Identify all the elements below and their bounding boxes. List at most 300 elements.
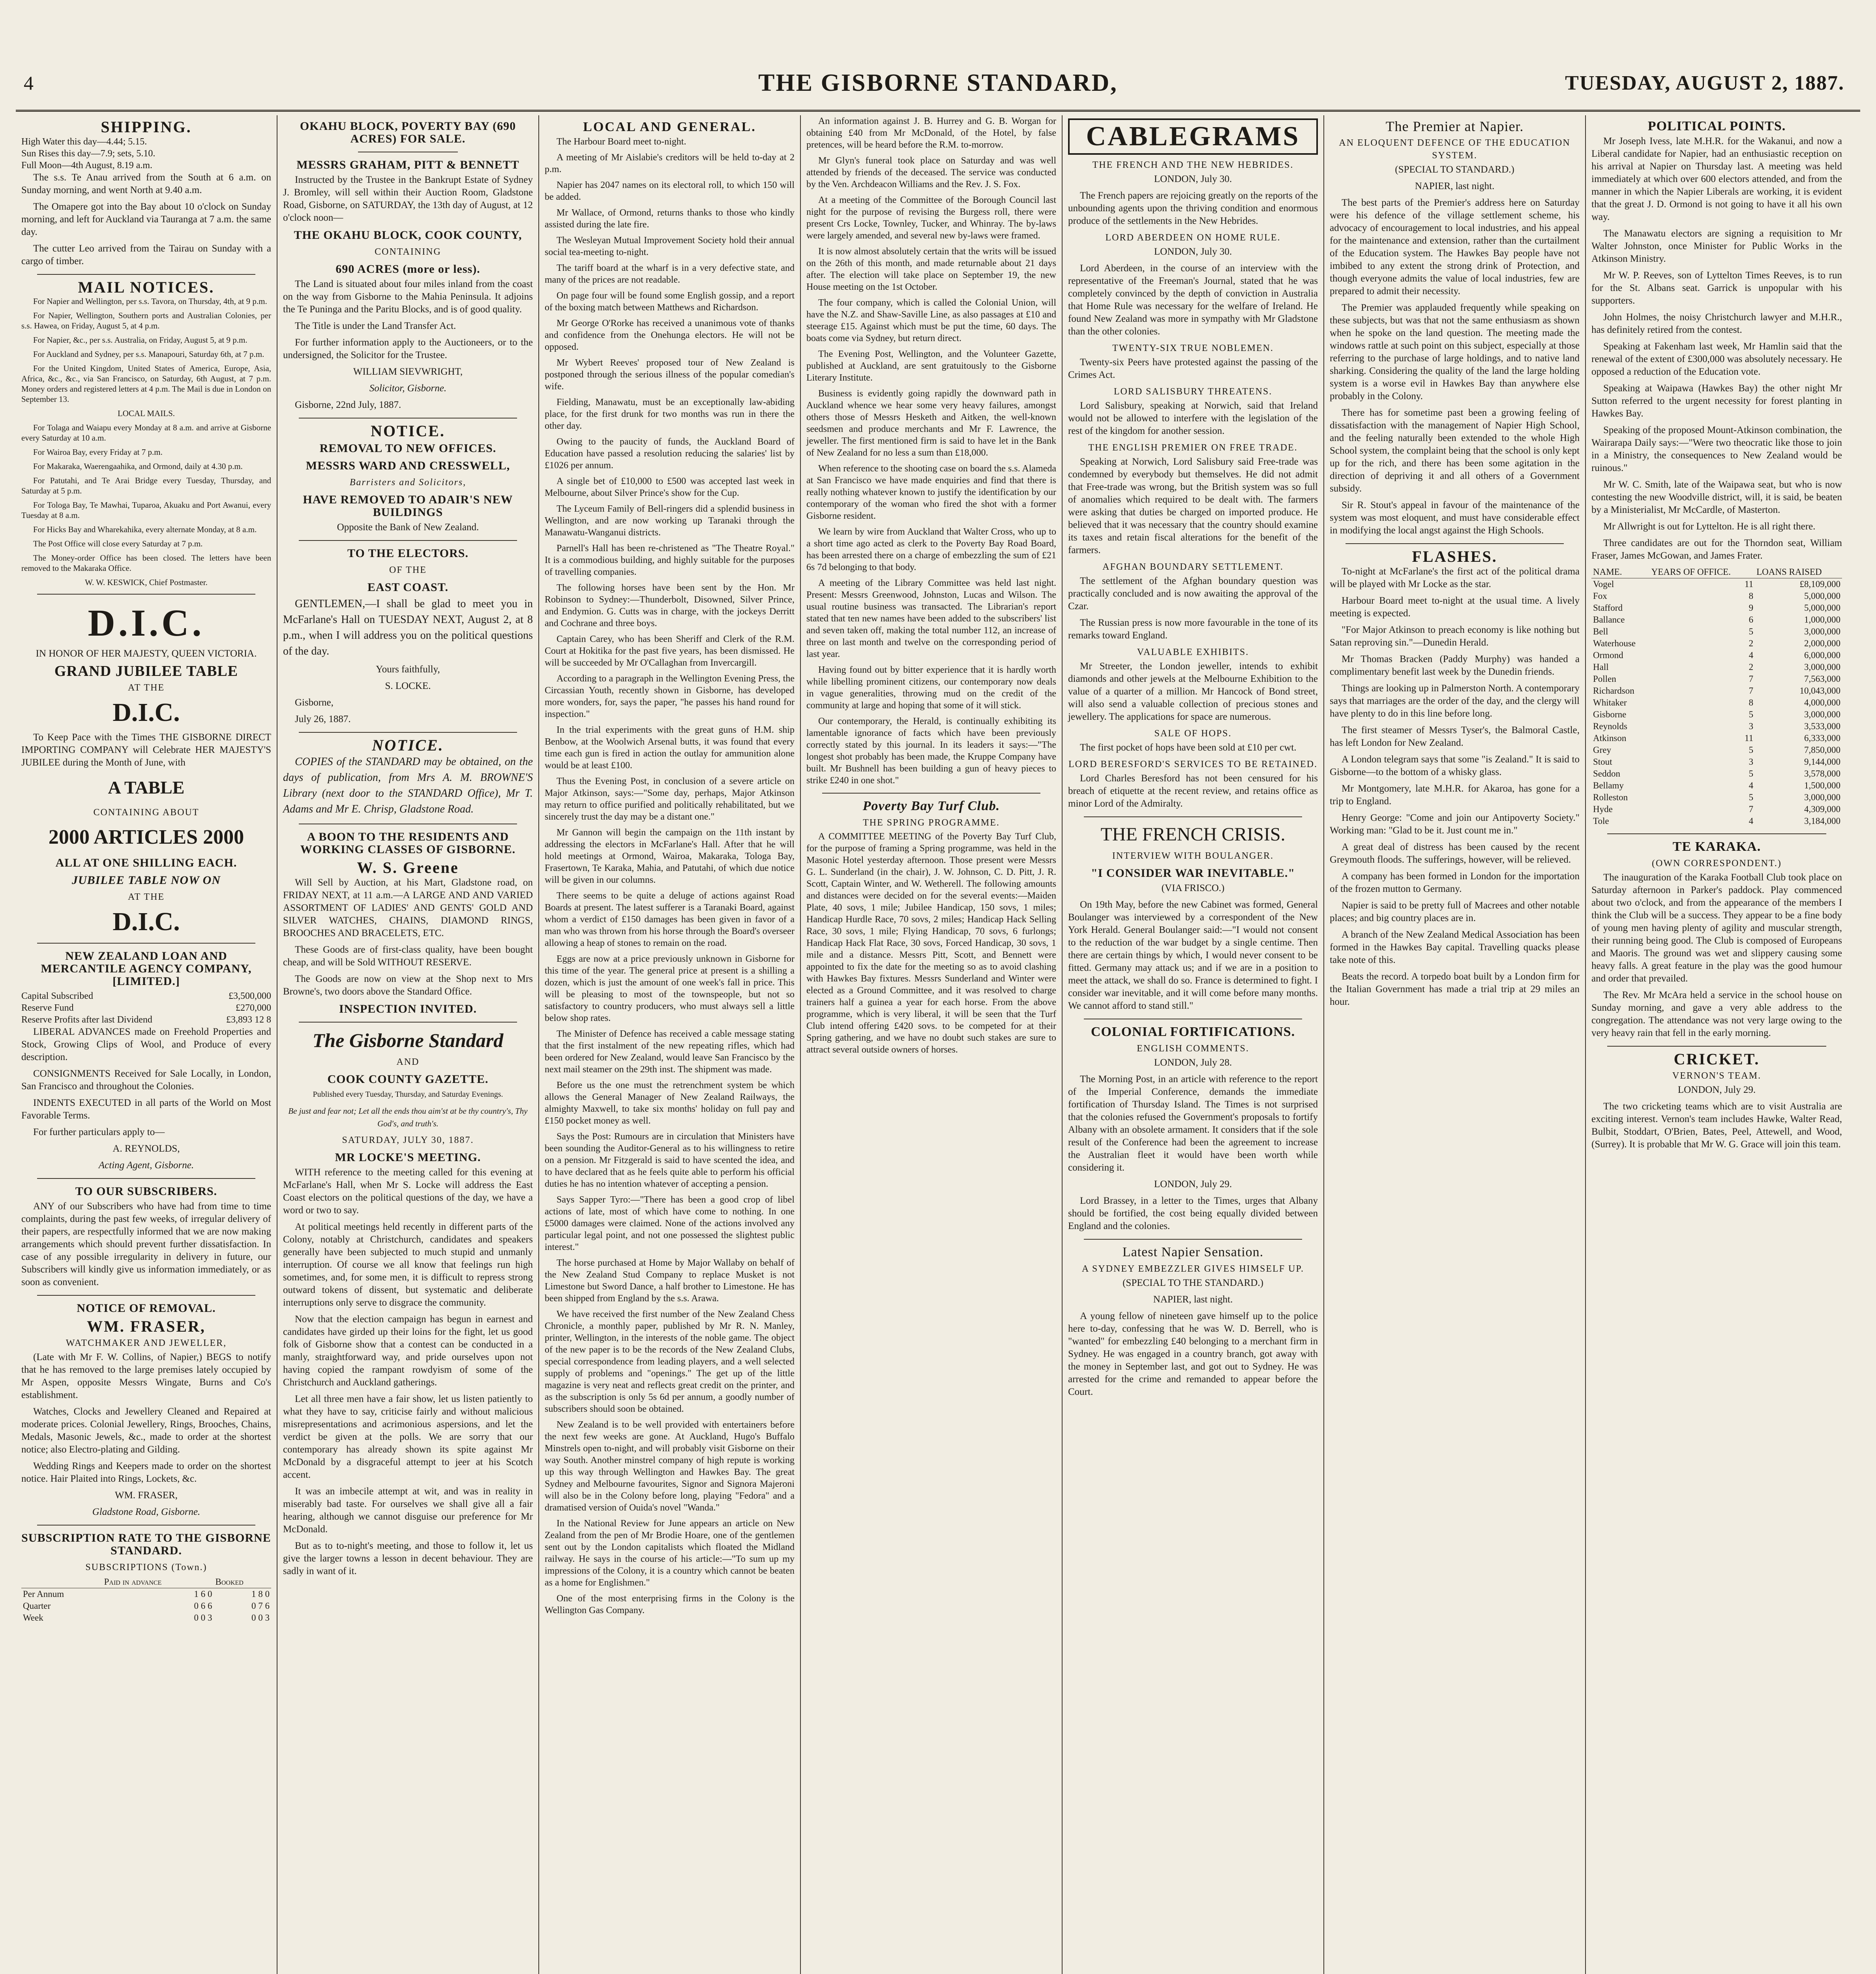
further-text: For further information apply to the Auctioneers, or to the undersigned, the Solicitor for the Trustee.: [283, 337, 533, 360]
wedding-rings: Wedding Rings and Keepers made to order on the shortest notice. Hair Plaited into Rings, Lockets, &c.: [21, 1461, 271, 1484]
agent-name: A. REYNOLDS,: [112, 1143, 180, 1154]
news-item: Mr Glyn's funeral took place on Saturday and was well attended by friends of the deceased. The service was conducted by the Ven. Archdeacon Williams and the Rev. J. S. Fox.: [806, 156, 1056, 190]
one-shilling: ALL AT ONE SHILLING EACH.: [55, 856, 237, 869]
karaka-text: The inauguration of the Karaka Football Club took place on Saturday afternoon in Parker's paddock. Play commenced about two o'clock, and from the appearance of the members I think the Club will be a success. They appear to be a fine body of young men having plenty of agility and muscular strength, their running being good. The Club is composed of Europeans and Maoris. The ground was wet and slippery causing some heavy falls. A great feature in the play was the good humour and order that prevailed.: [1591, 872, 1842, 984]
divider: [1084, 816, 1302, 817]
table-cell: 7: [1749, 804, 1754, 814]
news-list: [806, 115, 1056, 786]
acres-label: 690 ACRES (more or less).: [335, 263, 480, 276]
ward-heading: MESSRS WARD AND CRESSWELL,: [305, 459, 510, 472]
flash-item: A great deal of distress has been caused by the recent Greymouth floods. The sufferings, however, will be relieved.: [1330, 842, 1580, 865]
graham-heading: MESSRS GRAHAM, PITT & BENNETT: [296, 158, 519, 171]
crisis-quote: "I CONSIDER WAR INEVITABLE.": [1091, 867, 1295, 880]
articles-count: 2000 ARTICLES 2000: [48, 826, 244, 848]
table-cell: 7: [1749, 674, 1754, 684]
greene-text-2: These Goods are of first-class quality, have been bought cheap, and will be Sold WITHOUT RESERVE.: [283, 944, 533, 968]
capital-row: Reserve Profits after last Dividend £3,893 12 8: [21, 1015, 271, 1025]
dic-title: D.I.C.: [88, 602, 205, 644]
table-cell: 3,000,000: [1804, 792, 1840, 802]
shipping-heading: SHIPPING.: [101, 118, 192, 136]
table-cell: 5,000,000: [1804, 603, 1840, 613]
news-item: Our contemporary, the Herald, is continually exhibiting its lamentable ignorance of facts which have been previously correctly stated by this journal. In its leaders it says:—"The longest shot probably has been made, the Kruppe Company have built. Mr Bushnell has been building a gun of heavy pieces to strike £240 in one shot.": [806, 716, 1056, 786]
news-item: A meeting of Mr Aislabie's creditors will be held to-day at 2 p.m.: [545, 152, 795, 175]
cable-heading: VALUABLE EXHIBITS.: [1137, 647, 1249, 657]
capital-row: Capital Subscribed £3,500,000: [21, 991, 271, 1001]
flash-item: "For Major Atkinson to preach economy is like nothing but Satan reproving sin."—Dunedin Herald.: [1330, 625, 1580, 648]
table-row: [1591, 721, 1842, 732]
cable-heading: LORD SALISBURY THREATENS.: [1113, 387, 1273, 397]
premier-sub: AN ELOQUENT DEFENCE OF THE EDUCATION SYSTEM.: [1339, 138, 1571, 161]
news-item: In the National Review for June appears an article on New Zealand from the pen of Mr Brodie Hoare, one of the gentlemen sent out by the London capitalists which floated the Midland railway. He says in the course of his article:—"To sum up my impressions of the Colony, it is a country which cannot be beaten as a home for Englishmen.": [545, 1518, 795, 1588]
news-item: Says Sapper Tyro:—"There has been a good crop of libel actions of late, most of which have come to nothing. In one £5000 damages were claimed. None of the actions involved any particular legal point, and not one possessed the slightest public interest.": [545, 1195, 795, 1252]
table-cell: Vogel: [1593, 579, 1614, 589]
political-item: Speaking of the proposed Mount-Atkinson combination, the Wairarapa Daily says:—"Were two theocratic like those to join in a Ministry, the consequences to New Zealand would be ruinous.": [1591, 425, 1842, 473]
crisis-subheading: INTERVIEW WITH BOULANGER.: [1112, 851, 1274, 861]
political-item: Mr Allwright is out for Lyttelton. He is all right there.: [1603, 521, 1816, 532]
news-item: Captain Carey, who has been Sheriff and Clerk of the R.M. Court at Hokitika for the past five years, has been dismissed. He will be succeeded by Mr O'Callaghan from Invercargill.: [545, 634, 795, 668]
ward-sub: Barristers and Solicitors,: [349, 477, 467, 488]
dateline: LONDON, July 28.: [1154, 1057, 1232, 1068]
meeting-heading: MR LOCKE'S MEETING.: [335, 1151, 481, 1164]
table-row: [1591, 709, 1842, 721]
further-particulars: For further particulars apply to—: [33, 1127, 165, 1137]
news-item: An information against J. B. Hurrey and G. B. Worgan for obtaining £40 from Mr McDonald, of the Hotel, by false pretences, will be heard before the R.M. to-morrow.: [806, 116, 1056, 150]
boon-heading: A BOON TO THE RESIDENTS AND WORKING CLASSES OF GISBORNE.: [300, 830, 516, 856]
mail-item: The Money-order Office has been closed. The letters have been removed to the Makaraka Office.: [21, 553, 271, 573]
table-cell: 3,578,000: [1804, 769, 1840, 779]
table-cell: Hall: [1593, 662, 1609, 672]
flash-item: A company has been formed in London for the importation of the frozen mutton to Germany.: [1330, 871, 1580, 894]
electors-heading: TO THE ELECTORS.: [347, 547, 469, 560]
news-item: A meeting of the Library Committee was held last night. Present: Messrs Greenwood, Johnston, Lucas and Wilson. The usual routine business was transacted. The Librarian's report stated that ten new names have been added to the subscribers' list and seven taken off, making the total number 112, an increase of three on last month and twelve on the corresponding period of last year.: [806, 578, 1056, 659]
jubilee-dic: D.I.C.: [112, 698, 180, 727]
meeting-paragraph: It was an imbecile attempt at wit, and was in reality in miserably bad taste. For ourselves we shall give all a fair hearing, although we cannot disguise our preference for Mr McDonald.: [283, 1486, 533, 1535]
table-cell: 2: [1749, 638, 1754, 648]
mail-item: For Patutahi, and Te Arai Bridge every Tuesday, Thursday, and Saturday at 5 p.m.: [21, 476, 271, 495]
table-cell: 11: [1744, 579, 1754, 589]
notice-heading: NOTICE.: [371, 422, 445, 440]
consignments: CONSIGNMENTS Received for Sale Locally, in London, San Francisco and throughout the Colonies.: [21, 1068, 271, 1092]
news-item: The following horses have been sent by the Hon. Mr Robinson to Sydney:—Thunderbolt, Disowned, Silver Prince, and Endymion. G. Cutts was in charge, with the jockeys Derritt and Cochrane and three boys.: [545, 583, 795, 629]
flash-item: Henry George: "Come and join our Antipoverty Society." Working man: "Glad to be it. Just count me in.": [1330, 812, 1580, 836]
table-cell: 8: [1749, 591, 1754, 601]
table-cell: Gisborne: [1593, 709, 1627, 719]
special-label: (SPECIAL TO THE STANDARD.): [1123, 1278, 1263, 1288]
cable-text: Mr Streeter, the London jeweller, intends to exhibit diamonds and other jewels at the Melbourne Exhibition to the value of a quarter of a million. Mr Hancock of Bond street, will also send a valuable collection of precious stones and jewellery. The applications for space are numerous.: [1068, 661, 1318, 722]
table-cell: 1,000,000: [1804, 615, 1840, 625]
fraser-sign: WM. FRASER,: [114, 1490, 178, 1501]
a-table: A TABLE: [108, 777, 185, 797]
news-item: Business is evidently going rapidly the downward path in Auckland whence we hear some very heavy failures, amongst others those of Messrs Hesketh and Aitken, the well-known seedsmen and produce merchants and Mr F. Lawrence, the jeweller. The first mentioned firm is said to have let in the Bank of New Zealand for no less a sum than £18,000.: [806, 388, 1056, 458]
column-header: LOANS RAISED: [1755, 566, 1842, 578]
news-item: When reference to the shooting case on board the s.s. Alameda at San Francisco we have made enquiries and find that there is really nothing whatever known to justify the identification by our contemporary of the woman who fired the shot with a former Gisborne resident.: [806, 463, 1056, 521]
table-cell: 5: [1749, 627, 1754, 636]
table-cell: 4: [1749, 781, 1754, 790]
flash-item: Mr Thomas Bracken (Paddy Murphy) was handed a complimentary benefit last week by the Dunedin friends.: [1330, 654, 1580, 677]
table-row: [1591, 685, 1842, 697]
newspaper-title: THE GISBORNE STANDARD,: [758, 69, 1118, 96]
news-item: It is now almost absolutely certain that the writs will be issued on the 26th of this month, and made returnable about 21 days after. The election will take place on September 19, the new House meeting on the 1st October.: [806, 246, 1056, 292]
shipping-paragraph: The s.s. Te Anau arrived from the South at 6 a.m. on Sunday morning, and went North at 9.40 a.m.: [21, 172, 271, 195]
table-row: [1591, 614, 1842, 626]
table-row: [1591, 780, 1842, 792]
graham-text: Instructed by the Trustee in the Bankrupt Estate of Sydney J. Bromley, will sell within their Auction Room, Gladstone Road, Gisborne, on SATURDAY, the 13th day of August, at 12 o'clock noon—: [283, 175, 533, 223]
news-item: At a meeting of the Committee of the Borough Council last night for the purpose of revising the Burgess roll, there were present Crs Locke, Townley, Tucker, and Whinray. The by-laws were largely amended, and several new by-laws were framed.: [806, 195, 1056, 241]
divider: [299, 540, 517, 541]
fraser-list: Watches, Clocks and Jewellery Cleaned and Repaired at moderate prices. Colonial Jewellery, Rings, Brooches, Chains, Medals, Masonic Jewels, &c., made to order at the shortest notice; also Electro-plating and Gilding.: [21, 1406, 271, 1455]
column-header: YEARS OF OFFICE.: [1650, 566, 1755, 578]
cricket-sub: VERNON'S TEAM.: [1672, 1071, 1762, 1081]
at-the: AT THE: [127, 892, 165, 902]
spring-programme-heading: THE SPRING PROGRAMME.: [863, 818, 1000, 828]
removal-heading: NOTICE OF REMOVAL.: [77, 1302, 216, 1315]
dateline: LONDON, July 30.: [1154, 174, 1232, 184]
agent-title: Acting Agent, Gisborne.: [98, 1160, 194, 1171]
fraser-text: (Late with Mr F. W. Collins, of Napier,) BEGS to notify that he has removed to the large premises lately occupied by Mr Aspen, opposite Messrs Wingate, Burns and Co's establishment.: [21, 1352, 271, 1400]
karaka-sub: (OWN CORRESPONDENT.): [1652, 858, 1782, 869]
divider: [37, 1295, 255, 1296]
cable-heading: TWENTY-SIX TRUE NOBLEMEN.: [1112, 343, 1274, 353]
meeting-paragraph: At political meetings held recently in different parts of the Colony, notably at Christchurch, candidates and speakers generally have been subjected to much stupid and unmanly interruption. Of course we all know that feelings run high sometimes, and, for some men, it is difficult to repress strong outward tokens of dissent, but systematic and deliberate interruptions only serve to disgrace the community.: [283, 1222, 533, 1308]
column-5: [1063, 115, 1324, 1974]
notice2-heading: NOTICE.: [372, 736, 444, 754]
news-item: Napier has 2047 names on its electoral roll, to which 150 will be added.: [545, 180, 795, 202]
table-row: [1591, 638, 1842, 649]
column-3: [539, 115, 801, 1974]
cablegrams-title: CABLEGRAMS: [1068, 118, 1318, 155]
table-row: [1591, 590, 1842, 602]
table-cell: Ballance: [1593, 615, 1625, 625]
shipping-paragraph: The cutter Leo arrived from the Tairau on Sunday with a cargo of timber.: [21, 243, 271, 266]
table-cell: Grey: [1593, 745, 1611, 755]
sun-times: Sun Rises this day—7.9; sets, 5.10.: [21, 148, 156, 159]
table-cell: Rolleston: [1593, 792, 1628, 802]
premier-paragraph: There has for sometime past been a growing feeling of dissatisfaction with the management of Napier High School, and the feeling naturally been extended to the whole High School system, the complaint being that the school is only kept up for the rich, and there has been some agitation in the direction of depriving it and all others of a Government subsidy.: [1330, 407, 1580, 494]
divider: [37, 943, 255, 944]
table-cell: Hyde: [1593, 804, 1613, 814]
table-cell: 9: [1749, 603, 1754, 613]
fraser-address: Gladstone Road, Gisborne.: [92, 1507, 201, 1517]
cable-text: Lord Aberdeen, in the course of an interview with the representative of the Freeman's Journal, stated that he was completely convinced by the depth of conviction in Australia that Home Rule was necessary for the welfare of Ireland. He found New Zealand was more in sympathy with Mr Gladstone than the other colonies.: [1068, 263, 1318, 337]
cable-text: Speaking at Norwich, Lord Salisbury said Free-trade was condemned by everybody but themselves. He did not admit that Free-trade was wrong, but the British system was so full of anomalies which required to be dealt with. The farmers were asking that duties be charged on imported produce. He believed that it was necessary that the country should examine its taxes and retain fiscal alterations for the benefit of the farmers.: [1068, 456, 1318, 555]
flashes-heading: FLASHES.: [1412, 548, 1497, 565]
news-item: The Harbour Board meet to-night.: [557, 137, 686, 147]
table-cell: Bell: [1593, 627, 1608, 636]
flash-item: Beats the record. A torpedo boat built by a London firm for the Italian Government has made a trial trip at 29 miles an hour.: [1330, 971, 1580, 1007]
mail-item: For Tologa Bay, Te Mawhai, Tuparoa, Akuaku and Port Awanui, every Tuesday at 8 a.m.: [21, 500, 271, 520]
crisis-text: On 19th May, before the new Cabinet was formed, General Boulanger was interviewed by a correspondent of the New York Herald. General Boulanger said:—"I would not consent to the reduction of the war budget by a single centime. Then there are certain things by which, I would never consent to be fitted. Germany may attack us; and if we are in a position to meet the attack, we shall do so. France is determined to fight. I consider war inevitable, and it will come before many months. We cannot afford to stand still.": [1068, 899, 1318, 1011]
table-row: [1591, 578, 1842, 591]
flash-item: To-night at McFarlane's the first act of the political drama will be played with Mr Locke as the star.: [1330, 566, 1580, 589]
mail-item: For Auckland and Sydney, per s.s. Manapouri, Saturday 6th, at 7 p.m.: [33, 349, 264, 359]
political-item: Speaking at Fakenham last week, Mr Hamlin said that the renewal of the extent of £300,000 was absolutely necessary. He opposed a reduction of the Education vote.: [1591, 341, 1842, 377]
dateline: LONDON, July 29.: [1677, 1085, 1756, 1095]
political-item: Mr W. P. Reeves, son of Lyttelton Times Reeves, is to run for the St. Albans seat. Garrick is unpopular with his supporters.: [1591, 270, 1842, 306]
news-item: The Minister of Defence has received a cable message stating that the first instalment of the new repeating rifles, which had been ordered for New Zealand, would leave San Francisco by the next mail steamer on the 29th inst. The shipment was made.: [545, 1029, 795, 1075]
table-cell: 8: [1749, 698, 1754, 707]
cable-text: The first pocket of hops have been sold at £10 per cwt.: [1080, 742, 1297, 753]
table-cell: 5: [1749, 745, 1754, 755]
table-cell: 7: [1749, 686, 1754, 696]
news-item: Mr George O'Rorke has received a unanimous vote of thanks and confidence from the Onehunga electors. He will not be opposed.: [545, 318, 795, 352]
table-row: [1591, 732, 1842, 744]
table-cell: £8,109,000: [1799, 579, 1840, 589]
political-item: Mr W. C. Smith, late of the Waipawa seat, but who is now contesting the new Woodville district, will, it is said, be beaten by a Ministerialist, Mr McCardle, of Masterton.: [1591, 479, 1842, 515]
postmaster-sign: W. W. KESWICK, Chief Postmaster.: [85, 578, 208, 587]
column-7: [1586, 115, 1848, 1974]
premier-paragraph: The Premier was applauded frequently while speaking on these subjects, but was that not the same enthusiasm as shown when he spoke on the land question. The meeting made the windows rattle at such point on this subject, especially at those referring to the purchase of large holdings, and to native land sharking. Considering the quality of the land the large holding system is a worse evil in Hawkes Bay than anywhere else probably in the Colony.: [1330, 302, 1580, 402]
divider: [37, 1178, 255, 1179]
table-cell: Tole: [1593, 816, 1609, 826]
flash-item: A London telegram says that some "is Zealand." It is said to Gisborne—to the bottom of a whisky glass.: [1330, 754, 1580, 777]
jubilee-text: To Keep Pace with the Times THE GISBORNE DIRECT IMPORTING COMPANY will Celebrate HER MAJESTY'S JUBILEE during the Month of June, with: [21, 732, 271, 768]
published-line: Published every Tuesday, Thursday, and Saturday Evenings.: [313, 1090, 503, 1099]
subscribers-heading: TO OUR SUBSCRIBERS.: [75, 1185, 217, 1198]
news-item: Mr Wybert Reeves' proposed tour of New Zealand is postponed through the serious illness of the popular comedian's wife.: [545, 358, 795, 392]
table-row: [1591, 792, 1842, 803]
divider: [1346, 543, 1564, 544]
special-label: (SPECIAL TO STANDARD.): [1395, 164, 1514, 175]
table-cell: Pollen: [1593, 674, 1616, 684]
divider: [1084, 1239, 1302, 1240]
subscribers-text: ANY of our Subscribers who have had from time to time complaints, during the past few weeks, of irregular delivery of their papers, are respectfully informed that we are now making arrangements which should prevent further dissatisfaction. In case of any possible irregularity in delivery in future, our Subscribers will kindly give us information immediately, or as soon as convenient.: [21, 1201, 271, 1287]
news-item: Mr Wallace, of Ormond, returns thanks to those who kindly assisted during the late fire.: [545, 208, 795, 230]
table-row: [1591, 673, 1842, 685]
karaka-text-2: The Rev. Mr McAra held a service in the school house on Sunday morning, and gave a very able address to the congregation. The attendance was not very large owing to the very heavy rain that fell in the early morning.: [1591, 990, 1842, 1038]
table-cell: Atkinson: [1593, 733, 1627, 743]
news-item: Parnell's Hall has been re-christened as "The Theatre Royal." It is a commodious building, and highly suitable for the purposes of travelling companies.: [545, 543, 795, 577]
columns: [16, 115, 1860, 1974]
table-cell: 4,309,000: [1804, 804, 1840, 814]
okahu-title: THE OKAHU BLOCK, COOK COUNTY,: [294, 229, 522, 242]
liberal-advances: LIBERAL ADVANCES made on Freehold Properties and Stock, Growing Clips of Wool, and Produce of every description.: [21, 1026, 271, 1062]
table-cell: Reynolds: [1593, 721, 1627, 731]
column-6: [1324, 115, 1586, 1974]
news-item: Having found out by bitter experience that it is hardly worth while libelling prominent citizens, our contemporary now deals in vague generalities, throwing mud on the credit of the community at large and hoping that some of it will stick.: [806, 665, 1056, 711]
inspection-invited: INSPECTION INVITED.: [339, 1002, 477, 1015]
napier-text: A young fellow of nineteen gave himself up to the police here to-day, confessing that he was W. D. Berrell, who is "wanted" for embezzling £40 belonging to a merchant firm in Sydney. He was engaged in a country branch, got away with the money in September last, and got out to Sydney. He was arrested for the crime and remanded to appear before the Court.: [1068, 1311, 1318, 1397]
news-item: The Lyceum Family of Bell-ringers did a splendid business in Wellington, and are now working up Taranaki through the Manawatu-Wanganui districts.: [545, 504, 795, 538]
okahu-heading: OKAHU BLOCK, POVERTY BAY (690 ACRES) FOR SALE.: [300, 120, 516, 145]
cable-heading: THE FRENCH AND THE NEW HEBRIDES.: [1092, 160, 1294, 170]
news-item: The tariff board at the wharf is in a very defective state, and many of the prices are not readable.: [545, 263, 795, 285]
removal-offices: REMOVAL TO NEW OFFICES.: [319, 442, 497, 455]
meeting-paragraph: Now that the election campaign has begun in earnest and candidates have girded up their loins for the fight, let us good folk of Gisborne show that a contest can be conducted in a manly, straightforward way, and pride ourselves upon not having copied the rampant rowdyism of some of the Christchurch and Auckland gatherings.: [283, 1314, 533, 1388]
table-row: [1591, 815, 1842, 827]
cable-heading: AFGHAN BOUNDARY SETTLEMENT.: [1102, 562, 1284, 572]
news-item: Thus the Evening Post, in conclusion of a severe article on Major Atkinson, says:—"Some day, perhaps, Major Atkinson may return to office purified and politically rehabilitated, but we sincerely trust the day may be a distant one.": [545, 776, 795, 822]
table-row: [1591, 602, 1842, 614]
table-row: [1591, 744, 1842, 756]
mail-item: The Post Office will close every Saturday at 7 p.m.: [33, 539, 203, 548]
divider: [37, 594, 255, 595]
table-header-row: [1591, 566, 1842, 578]
spring-text: A COMMITTEE MEETING of the Poverty Bay Turf Club, for the purpose of framing a Spring programme, was held in the Masonic Hotel yesterday afternoon. Those present were Messrs G. L. Sunderland (in the chair), J. W. Johnson, C. D. Pitt, J. R. Scott, Captain Winter, and W. Wetherell. The following amounts and distances were decided on for the several events:—Maiden Plate, 40 sovs, 1 mile; Jubilee Handicap, 150 sovs, 1 miles; Handicap Hurdle Race, 70 sovs, 2 miles; Handicap Hack Selling Race, 30 sovs, 1 mile; Flying Handicap, 70 sovs, 6 furlongs; Handicap Hack Flat Race, 30 sovs, Forced Handicap, 30 sovs, 1 mile and a distance. Messrs Pitt, Scott, and Bennett were appointed to fix the date for the meeting so as to avoid clashing with Hawkes Bay fixtures. Messrs Sunderland and Winter were elected as a Ground Committee, and it was resolved to charge trainers half a guinea a year for each horse. From the above programme, which is very liberal, it will be seen that the Turf Club intend offering £420 sovs. to be competed for at their Spring gathering, and we have no doubt such stakes are sure to attract several outside owners of horses.: [806, 831, 1056, 1055]
table-cell: 3: [1749, 721, 1754, 731]
dateline: LONDON, July 30.: [1154, 246, 1232, 257]
colonial-heading: COLONIAL FORTIFICATIONS.: [1091, 1025, 1295, 1039]
napier-sub: A SYDNEY EMBEZZLER GIVES HIMSELF UP.: [1081, 1264, 1304, 1274]
of-the: OF THE: [389, 565, 427, 575]
jubilee-heading: GRAND JUBILEE TABLE: [54, 663, 238, 679]
mail-item: For Tolaga and Waiapu every Monday at 8 a.m. and arrive at Gisborne every Saturday at 10 a.m.: [21, 423, 271, 443]
flash-item: Napier is said to be pretty full of Macrees and other notable places; and big country places are in.: [1330, 900, 1580, 923]
cable-text: Twenty-six Peers have protested against the passing of the Crimes Act.: [1068, 357, 1318, 380]
locke-date: July 26, 1887.: [295, 714, 351, 724]
high-water: High Water this day—4.44; 5.15.: [21, 137, 147, 147]
table-row: Quarter 0 6 6 0 7 6: [23, 1601, 270, 1611]
meeting-paragraph: But as to to-night's meeting, and those to follow it, let us give the larger towns a lesson in decent behaviour. They are sadly in want of it.: [283, 1541, 533, 1576]
table-cell: Fox: [1593, 591, 1607, 601]
solicitor-date: Gisborne, 22nd July, 1887.: [295, 400, 401, 410]
table-cell: 5,000,000: [1804, 591, 1840, 601]
news-item: A single bet of £10,000 to £500 was accepted last week in Melbourne, about Silver Prince's show for the Cup.: [545, 476, 795, 498]
motto: Be just and fear not; Let all the ends thou aim'st at be thy country's, Thy God's, and truth's.: [288, 1106, 528, 1128]
napier-heading: Latest Napier Sensation.: [1122, 1245, 1264, 1259]
table-cell: 4: [1749, 816, 1754, 826]
solicitor-title: Solicitor, Gisborne.: [369, 383, 447, 394]
cricket-heading: CRICKET.: [1674, 1050, 1760, 1068]
column-4: [801, 115, 1063, 1974]
dateline: LONDON, July 29.: [1154, 1179, 1232, 1190]
divider: [1607, 833, 1826, 834]
meeting-paragraph: Let all three men have a fair show, let us listen patiently to what they have to say, criticise fairly and without malicious misrepresentations and acrimonious aspersions, and let the verdict be given at the polls. We are sorry that our contemporary has already shown its spite against Mr McDonald by a disgraceful attempt to jeer at his Scotch accent.: [283, 1394, 533, 1480]
mail-item: For the United Kingdom, United States of America, Europe, Asia, Africa, &c., &c., via San Francisco, on Saturday, 6th August, at 7 p.m. Money orders and registered letters at 4 p.m. The Mail is due in London on September 13.: [21, 364, 271, 404]
table-cell: Stafford: [1593, 603, 1623, 613]
news-item: In the trial experiments with the great guns of H.M. ship Benbow, at the Woolwich Arsenal butts, it was found that every time each gun is fired in action the outlay for ammunition alone would be at least £100.: [545, 725, 795, 771]
flash-item: Things are looking up in Palmerston North. A contemporary says that marriages are the order of the day, and the clergy will have plenty to do in this line before long.: [1330, 683, 1580, 719]
cable-heading: LORD BERESFORD'S SERVICES TO BE RETAINED.: [1068, 759, 1318, 769]
dic-honour: IN HONOR OF HER MAJESTY, QUEEN VICTORIA.: [36, 648, 257, 659]
local-news-list: [545, 136, 795, 1616]
divider: [37, 1525, 255, 1526]
cable-heading: SALE OF HOPS.: [1154, 728, 1232, 739]
political-item: John Holmes, the noisy Christchurch lawyer and M.H.R., has definitely retired from the contest.: [1591, 312, 1842, 335]
table-cell: 11: [1744, 733, 1754, 743]
divider: [299, 732, 517, 733]
standard-and: AND: [396, 1057, 420, 1067]
table-cell: Seddon: [1593, 769, 1620, 779]
table-cell: Richardson: [1593, 686, 1634, 696]
mail-list: [21, 296, 271, 587]
table-cell: 4: [1749, 650, 1754, 660]
notice2-text: COPIES of the STANDARD may be obtained, on the days of publication, from Mrs A. M. BROWNE'S Library (next door to the STANDARD Office), Mr T. Adams and Mr E. Chrisp, Gladstone Road.: [283, 756, 533, 815]
mail-item: For Wairoa Bay, every Friday at 7 p.m.: [33, 447, 163, 457]
table-cell: 5: [1749, 709, 1754, 719]
news-item: The horse purchased at Home by Major Wallaby on behalf of the New Zealand Stud Company to replace Musket is not Limestone but Sword Dance, a half brother to Limestone. He has been shipped from England by the s.s. Arawa.: [545, 1258, 795, 1304]
land-text: The Land is situated about four miles inland from the coast on the way from Gisborne to the Mahia Peninsula. It adjoins the Te Puninga and the Paritu Blocks, and is of good quality.: [283, 279, 533, 315]
brassey-text: Lord Brassey, in a letter to the Times, urges that Albany should be fortified, the cost being equally divided between England and the colonies.: [1068, 1195, 1318, 1231]
moon-phase: Full Moon—4th August, 8.19 a.m.: [21, 160, 153, 171]
cable-text: Lord Charles Beresford has not been censured for his breach of etiquette at the recent review, and retains office as minor Lord of the Admiralty.: [1068, 773, 1318, 809]
premier-paragraph: The best parts of the Premier's address here on Saturday were his defence of the village settlement scheme, his advocacy of encouragement to local industries, and his appeal for the maintenance and extension, rather than the curtailment of the Education system. The Hawkes Bay people have not imbibed to any extent the strong drink of Protection, and though everyone admits the value of local industries, few are prepared to admit their necessity.: [1330, 197, 1580, 296]
standard-date: SATURDAY, JULY 30, 1887.: [342, 1135, 474, 1145]
table-row: [1591, 768, 1842, 780]
flash-item: A branch of the New Zealand Medical Association has been formed in the Hawkes Bay capital. Travelling quacks please take note of this.: [1330, 929, 1580, 965]
political-heading: POLITICAL POINTS.: [1647, 119, 1786, 133]
table-cell: Whitaker: [1593, 698, 1627, 707]
cable-text: The French papers are rejoicing greatly on the reports of the unbounding agents upon the thriving condition and enormous produce of the settlements in the New Hebrides.: [1068, 190, 1318, 226]
title-text: The Title is under the Land Transfer Act.: [295, 321, 456, 331]
news-item: We have received the first number of the New Zealand Chess Chronicle, a monthly paper, published by Mr R. N. Manley, printer, Wellington, in the interests of the noble game. The object of the new paper is to be the records of the New Zealand Clubs, special correspondence from leading players, and a well selected supply of problems and "openings." The get up of the little magazine is very neat and reflects great credit on the printer, and as the subscription is only 5s 6d per annum, a goodly number of subscribers should soon be obtained.: [545, 1309, 795, 1414]
ward-text: HAVE REMOVED TO ADAIR'S NEW BUILDINGS: [303, 493, 513, 519]
greene-text-3: The Goods are now on view at the Shop next to Mrs Browne's, two doors above the Standard Office.: [283, 974, 533, 997]
news-item: Says the Post: Rumours are in circulation that Ministers have been sounding the Auditor-General as to his willingness to retire on a pension. Mr Fitzgerald is said to have scented the idea, and to have declared that as he feels quite able to perform his official duties he has no intention whatever of accepting a pension.: [545, 1131, 795, 1189]
table-cell: 9,144,000: [1804, 757, 1840, 767]
cable-heading: THE ENGLISH PREMIER ON FREE TRADE.: [1088, 443, 1298, 453]
capital-row: Reserve Fund £270,000: [21, 1003, 271, 1013]
political-item: The Manawatu electors are signing a requisition to Mr Walter Johnston, once Minister for Public Works in the Atkinson Ministry.: [1591, 228, 1842, 264]
fraser-trade: WATCHMAKER AND JEWELLER,: [66, 1338, 227, 1348]
table-row: [1591, 661, 1842, 673]
table-cell: 5: [1749, 769, 1754, 779]
cable-text: The Russian press is now more favourable in the tone of its remarks toward England.: [1068, 617, 1318, 641]
standard-subtitle: COOK COUNTY GAZETTE.: [327, 1073, 489, 1086]
news-item: Owing to the paucity of funds, the Auckland Board of Education have passed a resolution reducing the salaries' list by £1026 per annum.: [545, 437, 795, 471]
table-row: [1591, 649, 1842, 661]
divider: [299, 1022, 517, 1023]
table-row: Per Annum 1 6 0 1 8 0: [23, 1589, 270, 1599]
turf-club-heading: Poverty Bay Turf Club.: [862, 799, 1000, 813]
table-cell: Ormond: [1593, 650, 1623, 660]
locke-text: GENTLEMEN,—I shall be glad to meet you in McFarlane's Hall on TUESDAY NEXT, August 2, at 8 p.m., when I will address you on the political questions of the day.: [283, 598, 533, 657]
table-cell: 4,000,000: [1804, 698, 1840, 707]
mail-item: For Napier, Wellington, Southern ports and Australian Colonies, per s.s. Hawea, on Friday, August 5, at 4 p.m.: [21, 311, 271, 330]
flash-item: Harbour Board meet to-night at the usual time. A lively meeting is expected.: [1330, 595, 1580, 619]
dateline: NAPIER, last night.: [1153, 1294, 1233, 1305]
dateline: NAPIER, last night.: [1415, 181, 1495, 191]
solicitor-name: WILLIAM SIEVWRIGHT,: [353, 366, 463, 377]
jubilee-now-on: JUBILEE TABLE NOW ON: [71, 874, 221, 887]
cricket-text: The two cricketing teams which are to visit Australia are exciting interest. Vernon's team includes Hawke, Walter Read, Bulbit, Stoddart, O'Brien, Bates, Peel, Attewell, and Wood, (Surrey). It is probable that Mr W. G. Grace will join this team.: [1591, 1101, 1842, 1150]
news-item: According to a paragraph in the Wellington Evening Press, the Circassian Youth, recently shown in Gisborne, has developed more wonders, for, says the paper, "he passes his hand round for inspection.": [545, 674, 795, 719]
karaka-heading: TE KARAKA.: [1672, 839, 1761, 854]
premier-heading: The Premier at Napier.: [1385, 118, 1524, 134]
flash-item: Mr Montgomery, late M.H.R. for Akaroa, has gone for a trip to England.: [1330, 783, 1580, 807]
flash-item: The first steamer of Messrs Tyser's, the Balmoral Castle, has left London for New Zealand.: [1330, 725, 1580, 748]
political-item: Three candidates are out for the Thorndon seat, William Fraser, James McGowan, and James Frater.: [1591, 538, 1842, 561]
table-cell: 3,184,000: [1804, 816, 1840, 826]
meeting-paragraph: WITH reference to the meeting called for this evening at McFarlane's Hall, when Mr S. Locke will address the East Coast electors on the political questions of the day, we have a word or two to say.: [283, 1167, 533, 1216]
news-item: Fielding, Manawatu, must be an exceptionally law-abiding place, for the first drunk for two months was run in there the other day.: [545, 397, 795, 431]
table-cell: Stout: [1593, 757, 1612, 767]
news-item: On page four will be found some English gossip, and a report of the boxing match between Matthews and Richardson.: [545, 291, 795, 313]
news-item: Mr Gannon will begin the campaign on the 11th instant by addressing the electors in McFarlane's Hall. After that he will hold meetings at Ormond, Wairoa, Makaraka, Tologa Bay, Frasertown, Te Karaka, Mahia, and Patutahi, of which due notice will be given in our columns.: [545, 828, 795, 885]
mail-item: For Napier and Wellington, per s.s. Tavora, on Thursday, 4th, at 9 p.m.: [33, 296, 267, 306]
dic-footer: D.I.C.: [112, 907, 180, 936]
standard-title: The Gisborne Standard: [312, 1029, 504, 1051]
shipping-paragraph: The Omapere got into the Bay about 10 o'clock on Sunday morning, and left for Auckland via Tauranga at 7 a.m. the same day.: [21, 201, 271, 237]
news-item: New Zealand is to be well provided with entertainers before the next few weeks are gone. At Auckland, Hugo's Buffalo Minstrels open to-night, and will probably visit Gisborne on their way South. Another minstrel company of high repute is working up this way through Wellington and Hawkes Bay. The great Sydney and Melbourne favourites, Signor and Signora Majeroni will also be in the Colony before long, playing "Fedora" and a dramatised version of Ouida's novel "Wanda.": [545, 1420, 795, 1513]
table-cell: 7,850,000: [1804, 745, 1840, 755]
greene-text: Will Sell by Auction, at his Mart, Gladstone road, on FRIDAY NEXT, at 11 a.m.—A LARGE AND AND VARIED ASSORTMENT OF LADIES' AND GENTS' GOLD AND SILVER WATCHES, CHAINS, DIAMOND RINGS, BROOCHES AND BRACELETS, ETC.: [283, 877, 533, 938]
nz-loan-heading: NEW ZEALAND LOAN AND MERCANTILE AGENCY COMPANY, [LIMITED.]: [41, 949, 252, 988]
table-cell: 6,333,000: [1804, 733, 1840, 743]
table-cell: 3,000,000: [1804, 627, 1840, 636]
crisis-via: (VIA FRISCO.): [1161, 883, 1225, 893]
cable-text: Lord Salisbury, speaking at Norwich, said that Ireland would not be allowed to interfere with the legislation of the rest of the kingdom for another session.: [1068, 400, 1318, 436]
locke-signature: S. LOCKE.: [385, 681, 431, 691]
mail-item: For Hicks Bay and Wharekahika, every alternate Monday, at 8 a.m.: [33, 525, 257, 534]
table-row: [1591, 756, 1842, 768]
table-cell: 2: [1749, 662, 1754, 672]
table-row: Week 0 0 3 0 0 3: [23, 1613, 270, 1623]
table-cell: 3: [1749, 757, 1754, 767]
news-item: Eggs are now at a price previously unknown in Gisborne for this time of the year. The general price at present is a shilling a dozen, which is just the amount of one week's fall in price. This will be pleasing to most of the townspeople, but not so satisfactory to country producers, who must always sell a little below shop rates.: [545, 954, 795, 1023]
table-cell: 2,000,000: [1804, 638, 1840, 648]
table-cell: 6: [1749, 615, 1754, 625]
loans-table: [1591, 566, 1842, 827]
